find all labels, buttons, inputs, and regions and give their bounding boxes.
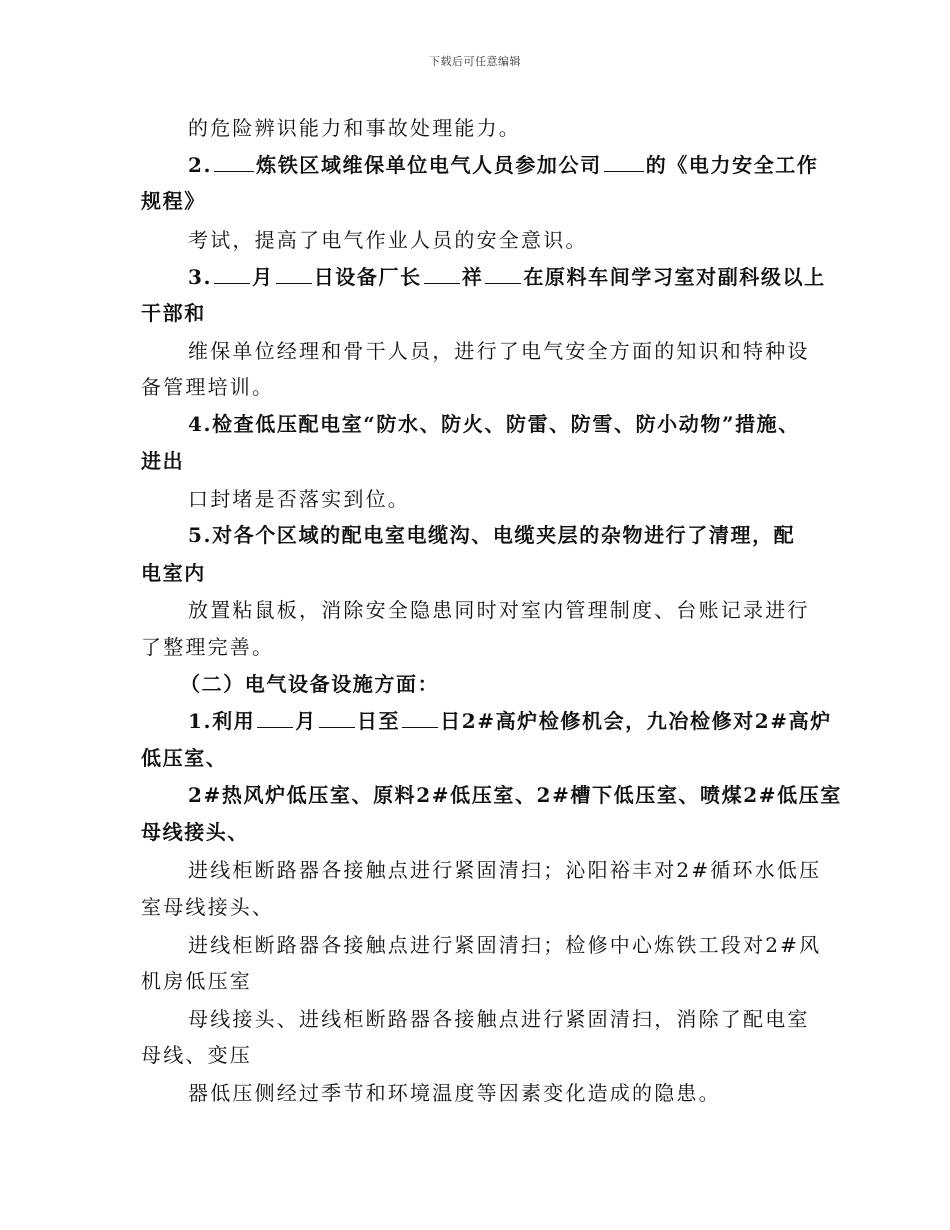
text-line [188,265,826,289]
text-segment: 炼铁区域维保单位电气人员参加公司 [256,153,602,177]
item-number: 3. [188,265,213,289]
blank-underline [276,265,312,284]
blank-underline [402,709,438,728]
blank-underline [214,265,250,284]
blank-underline [485,265,521,284]
text-line: 4.检查低压配电室“防水、防火、防雷、防雪、防小动物”措施、 [188,412,800,436]
text-line: 考试，提高了电气作业人员的安全意识。 [188,228,588,252]
text-line: 电室内 [141,561,206,585]
text-line: 2#热风炉低压室、原料2#低压室、2#槽下低压室、喷煤2#低压室 [188,783,842,807]
item-number: 2. [188,153,213,177]
text-line: 口封堵是否落实到位。 [188,487,410,511]
text-segment: 月 [295,709,317,733]
blank-underline [424,265,460,284]
text-line: 室母线接头、 [141,895,275,919]
text-segment: 日2#高炉检修机会，九冶检修对2#高炉 [440,709,832,733]
text-line [188,709,832,733]
blank-underline [257,709,293,728]
text-segment: 月 [252,265,274,289]
text-line: 的危险辨识能力和事故处理能力。 [188,116,521,140]
text-line: 器低压侧经过季节和环境温度等因素变化造成的隐患。 [188,1081,721,1105]
text-line: 干部和 [141,301,206,325]
text-line: 机房低压室 [141,969,252,993]
text-line: 维保单位经理和骨干人员，进行了电气安全方面的知识和特种设 [188,339,810,363]
text-line: 备管理培训。 [141,375,275,399]
text-line [188,153,819,177]
text-line: 低压室、 [141,746,228,770]
text-line: 放置粘鼠板，消除安全隐患同时对室内管理制度、台账记录进行 [188,598,810,622]
page-header: 下载后可任意编辑 [429,55,521,68]
section-heading: （二）电气设备设施方面： [180,672,440,696]
text-line: 规程》 [141,189,206,213]
blank-underline [604,153,644,172]
text-segment: 祥 [461,265,484,289]
text-segment: 日至 [356,709,401,733]
text-line: 进线柜断路器各接触点进行紧固清扫；沁阳裕丰对2#循环水低压 [188,858,822,882]
text-line: 了整理完善。 [141,635,275,659]
text-line: 进线柜断路器各接触点进行紧固清扫；检修中心炼铁工段对2#风 [188,933,822,957]
text-line: 进出 [141,449,185,473]
text-segment: 在原料车间学习室对副科级以上 [523,265,826,289]
text-segment: 的《电力安全工作 [645,153,819,177]
text-line: 母线接头、 [141,820,249,844]
text-line: 5.对各个区域的配电室电缆沟、电缆夹层的杂物进行了清理，配 [188,523,796,547]
text-segment: 1.利用 [188,709,256,733]
blank-underline [319,709,355,728]
text-line: 母线、变压 [141,1043,252,1067]
blank-underline [214,153,254,172]
text-line: 母线接头、进线柜断路器各接触点进行紧固清扫，消除了配电室 [188,1007,810,1031]
text-segment: 日设备厂长 [313,265,422,289]
